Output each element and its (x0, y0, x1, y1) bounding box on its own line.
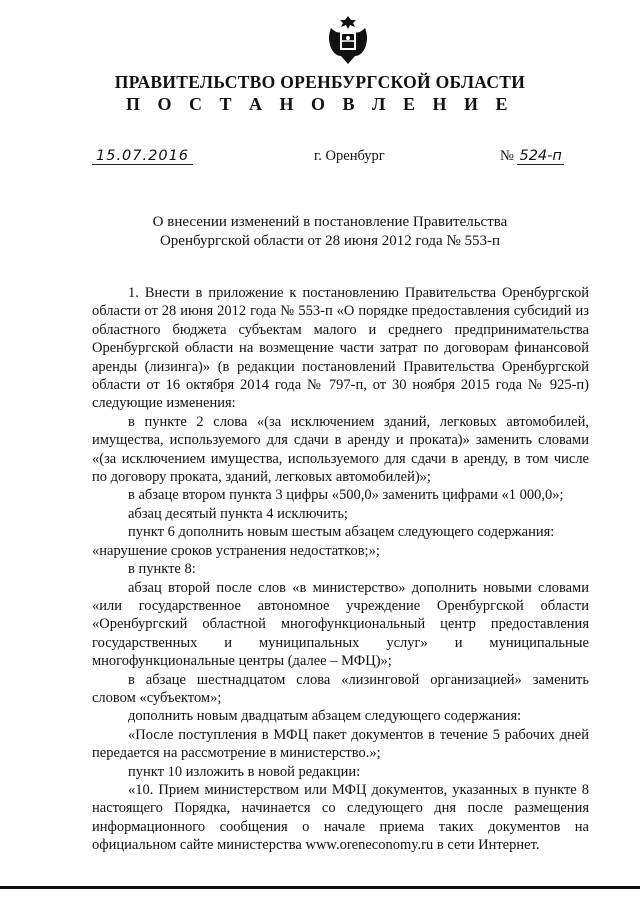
subject-line: О внесении изменений в постановление Правительства (152, 214, 508, 230)
body-paragraph: «нарушение сроков устранения недостатков;»; (92, 542, 380, 559)
body-paragraph: пункт 6 дополнить новым шестым абзацем следующего содержания: (128, 524, 555, 541)
body-paragraph: «10. Прием министерством или МФЦ документов, указанных в пункте 8 настоящего Порядка, начинается со следующего дня после размещения информационного сообщения о начале приема таких документов на официальном сайте министерства www.oreneconomy.ru в сети Интернет. (92, 781, 589, 854)
body-paragraph: «После поступления в МФЦ пакет документов в течение 5 рабочих дней передается на рассмотрение в министерство.»; (92, 726, 589, 762)
document-subject (120, 213, 540, 251)
government-title: ПРАВИТЕЛЬСТВО ОРЕНБУРГСКОЙ ОБЛАСТИ (114, 72, 526, 92)
body-paragraph: в пункте 2 слова «(за исключением зданий, легковых автомобилей, имущества, используемого для сдачи в аренду и проката)» заменить словами «(за исключением имущества, используемого для сдачи в аренду, в том числе по договору проката, зданий, легковых автомобилей)»; (92, 413, 589, 486)
number-prefix: № (500, 148, 514, 164)
body-paragraph: в абзаце втором пункта 3 цифры «500,0» заменить цифрами «1 000,0»; (128, 487, 564, 504)
body-paragraph: абзац второй после слов «в министерство» дополнить новыми словами «или государственное автономное учреждение Оренбургской области «Оренбургский областной многофункциональный центр предоставления государственных и муниципальных услуг» и муниципальные многофункциональные центры (далее – МФЦ)»; (92, 579, 589, 670)
body-paragraph: пункт 10 изложить в новой редакции: (128, 763, 361, 780)
subject-line: Оренбургской области от 28 июня 2012 года № 553-п (159, 233, 501, 249)
document-number (500, 148, 564, 165)
document-type: П О С Т А Н О В Л Е Н И Е (126, 94, 514, 114)
body-paragraph: абзац десятый пункта 4 исключить; (128, 505, 348, 522)
page-bottom-rule (0, 886, 640, 889)
document-date: 15.07.2016 (92, 148, 193, 165)
body-paragraph: 1. Внести в приложение к постановлению Правительства Оренбургской области от 28 июня 2012 года № 553-п «О порядке предоставления субсидий из областного бюджета субъектам малого и среднего предпринимательства Оренбургской области на возмещение части затрат по договорам финансовой аренды (лизинга)» (в редакции постановлений Правительства Оренбургской области от 16 октября 2014 года № 797-п, от 30 ноября 2015 года № 925-п) следующие изменения: (92, 285, 589, 412)
body-paragraph: в пункте 8: (128, 561, 196, 578)
number-value: 524-п (519, 148, 562, 164)
coat-of-arms-icon (325, 12, 371, 68)
body-paragraph: в абзаце шестнадцатом слова «лизинговой организацией» заменить словом «субъектом»; (92, 671, 589, 706)
document-body (92, 284, 589, 855)
document-city: г. Оренбург (314, 148, 385, 164)
body-paragraph: дополнить новым двадцатым абзацем следующего содержания: (128, 708, 522, 725)
